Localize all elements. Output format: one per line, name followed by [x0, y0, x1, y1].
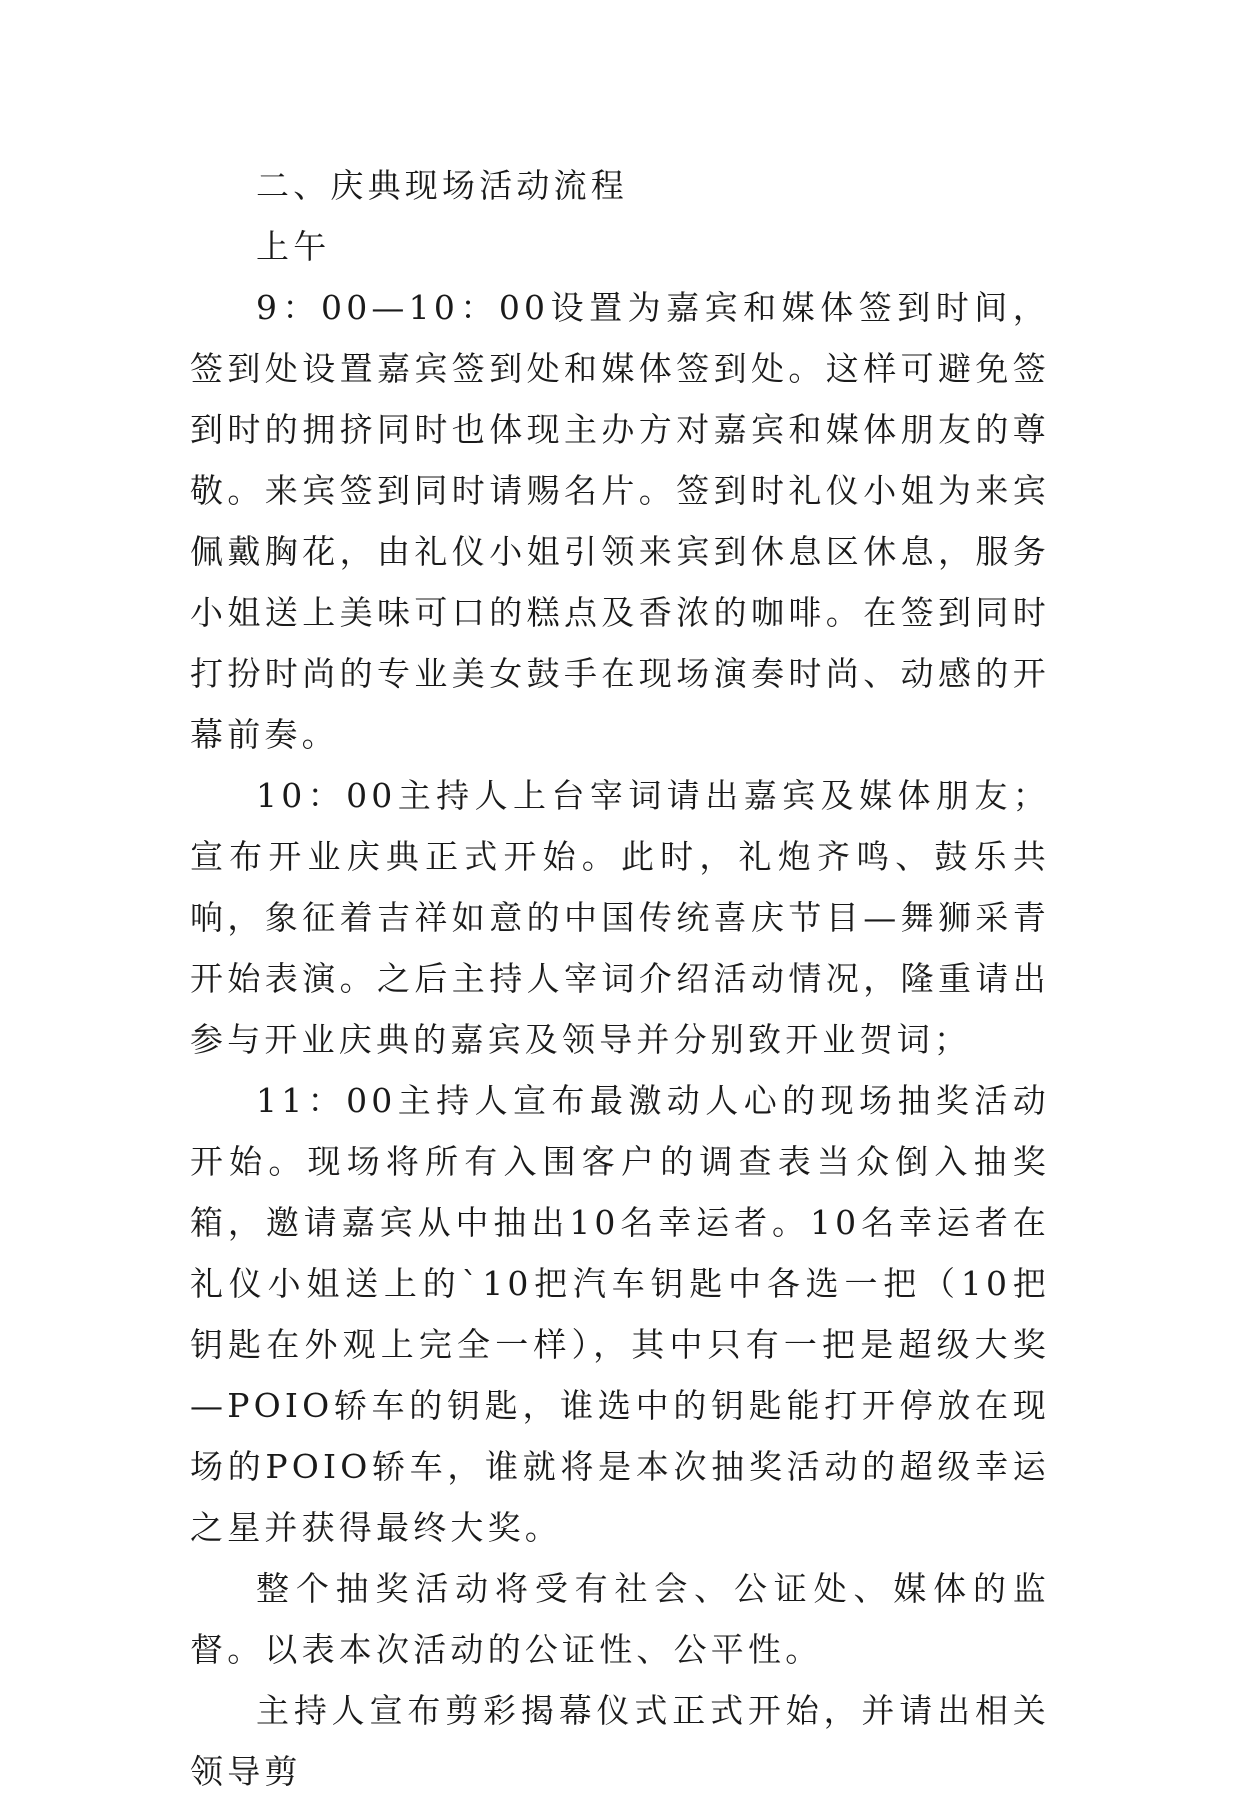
paragraph-supervision: 整个抽奖活动将受有社会、公证处、媒体的监督。以表本次活动的公证性、公平性。 [190, 1569, 1050, 1669]
paragraph-ribbon-cutting: 主持人宣布剪彩揭幕仪式正式开始，并请出相关领导剪 [190, 1691, 1050, 1791]
section-heading: 二、庆典现场活动流程 [256, 166, 628, 205]
paragraph-lottery: 11：00主持人宣布最激动人心的现场抽奖活动开始。现场将所有入围客户的调查表当众倒入抽奖箱，邀请嘉宾从中抽出10名幸运者。10名幸运者在礼仪小姐送上的`10把汽车钥匙中各选一把（10把钥匙在外观上完全一样），其中只有一把是超级大奖—POIO轿车的钥匙，谁选中的钥匙能打开停放在现场的POIO轿车，谁就将是本次抽奖活动的超级幸运之星并获得最终大奖。 [190, 1081, 1050, 1547]
paragraph-opening: 10：00主持人上台宰词请出嘉宾及媒体朋友；宣布开业庆典正式开始。此时，礼炮齐鸣、鼓乐共响，象征着吉祥如意的中国传统喜庆节目—舞狮采青开始表演。之后主持人宰词介绍活动情况，隆重请出参与开业庆典的嘉宾及领导并分别致开业贺词； [190, 776, 1050, 1059]
time-of-day-label: 上午 [256, 227, 331, 266]
paragraph-sign-in: 9：00—10：00设置为嘉宾和媒体签到时间，签到处设置嘉宾签到处和媒体签到处。这样可避免签到时的拥挤同时也体现主办方对嘉宾和媒体朋友的尊敬。来宾签到同时请赐名片。签到时礼仪小姐为来宾佩戴胸花，由礼仪小姐引领来宾到休息区休息，服务小姐送上美味可口的糕点及香浓的咖啡。在签到同时打扮时尚的专业美女鼓手在现场演奏时尚、动感的开幕前奏。 [190, 288, 1050, 754]
document-body [190, 155, 1050, 1802]
